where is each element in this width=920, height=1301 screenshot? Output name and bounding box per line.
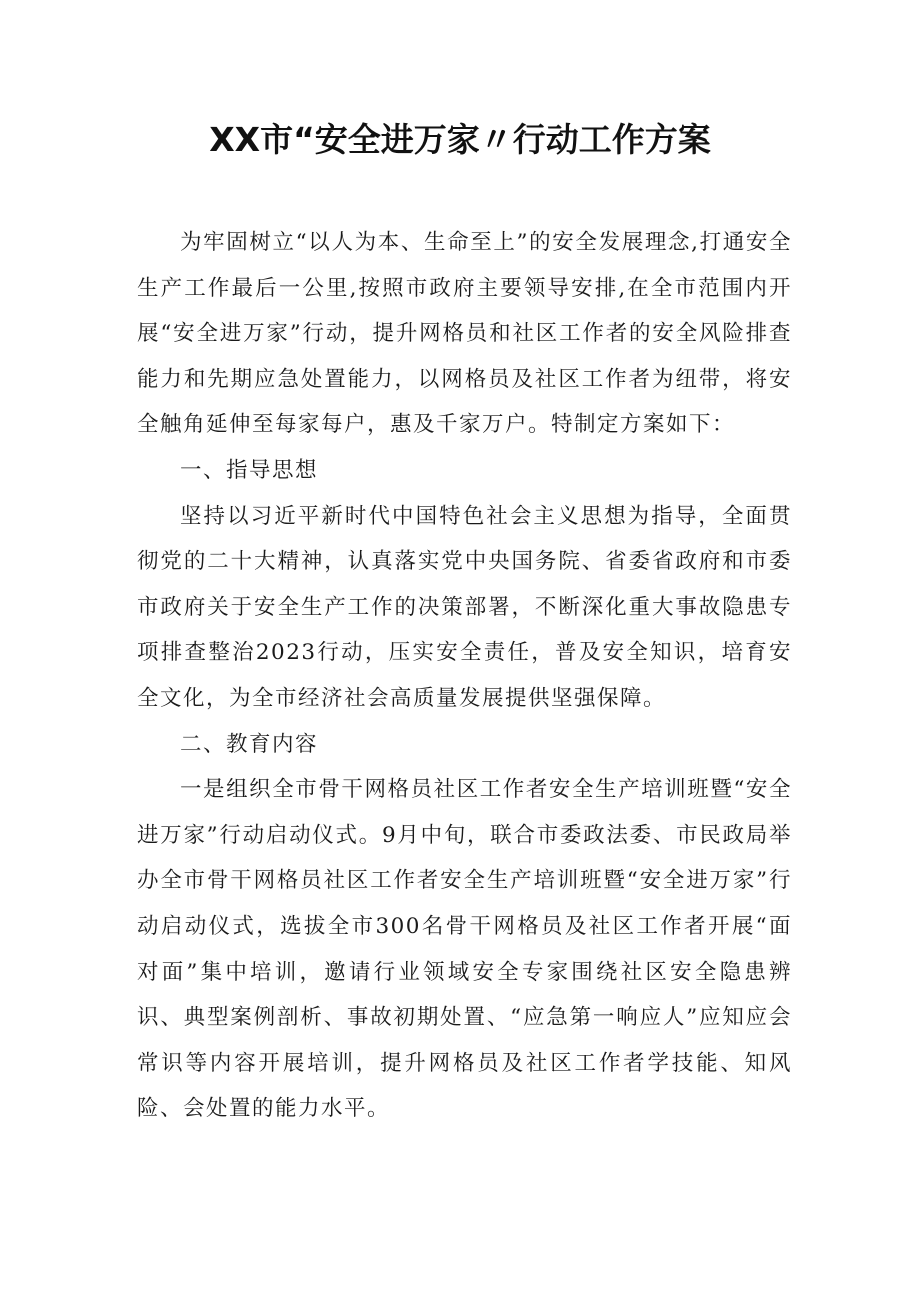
intro-paragraph: 为牢固树立“以人为本、生命至上”的安全发展理念,打通安全生产工作最后一公里,按照市政府主要领导安排,在全市范围内开展“安全进万家”行动，提升网格员和社区工作者的安全风险排查能力和先期应急处置能力，以网格员及社区工作者为纽带，将安全触角延伸至每家每户，惠及千家万户。特制定方案如下： bbox=[137, 230, 792, 438]
document-title: XX市“安全进万家〃行动工作方案 bbox=[209, 120, 711, 159]
section-body-guiding-ideology: 坚持以习近平新时代中国特色社会主义思想为指导，全面贯彻党的二十大精神，认真落实党中央国务院、省委省政府和市委市政府关于安全生产工作的决策部署，不断深化重大事故隐患专项排查整治2023行动，压实安全责任，普及安全知识，培育安全文化，为全市经济社会高质量发展提供坚强保障。 bbox=[137, 503, 792, 711]
document-body bbox=[137, 220, 792, 1132]
section-body-education-content: 一是组织全市骨干网格员社区工作者安全生产培训班暨“安全进万家”行动启动仪式。9月中旬，联合市委政法委、市民政局举办全市骨干网格员社区工作者安全生产培训班暨“安全进万家”行动启动仪式，选拔全市300名骨干网格员及社区工作者开展“面对面”集中培训，邀请行业领域安全专家围绕社区安全隐患辨识、典型案例剖析、事故初期处置、“应急第一响应人”应知应会常识等内容开展培训，提升网格员及社区工作者学技能、知风险、会处置的能力水平。 bbox=[137, 777, 792, 1122]
section-heading-education-content: 二、教育内容 bbox=[180, 731, 319, 757]
section-heading-guiding-ideology: 一、指导思想 bbox=[180, 457, 319, 483]
